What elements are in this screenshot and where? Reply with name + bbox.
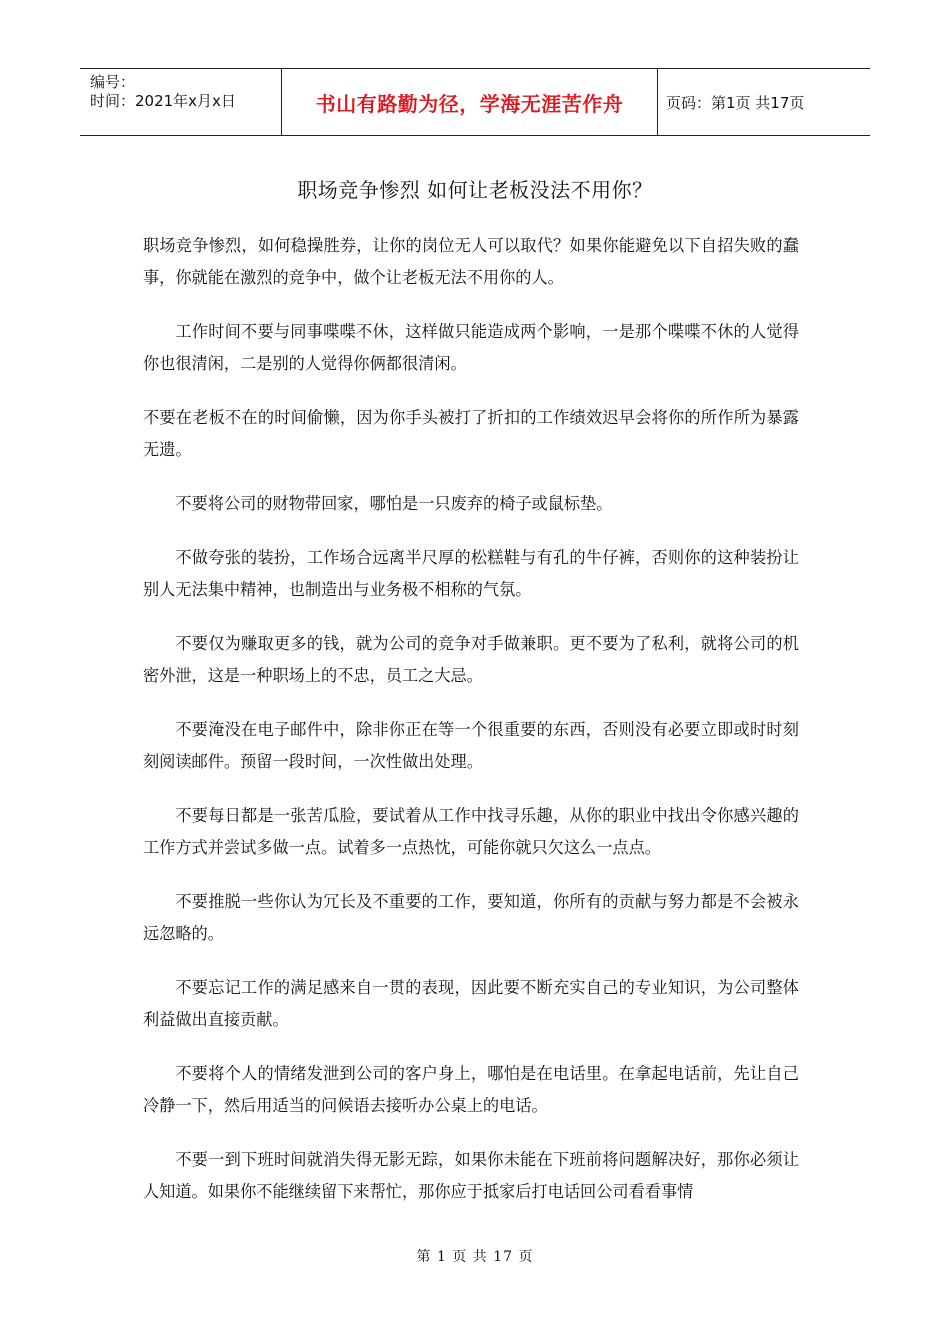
document-date-label: 时间：2021年x月x日 (90, 92, 236, 110)
paragraph: 不要将个人的情绪发泄到公司的客户身上，哪怕是在电话里。在拿起电话前，先让自己冷静一下，然后用适当的问候语去接听办公桌上的电话。 (143, 1064, 799, 1115)
paragraph: 不做夸张的装扮，工作场合远离半尺厚的松糕鞋与有孔的牛仔裤，否则你的这种装扮让别人无法集中精神，也制造出与业务极不相称的气氛。 (143, 548, 799, 599)
document-number-label: 编号： (90, 73, 136, 91)
header-table (80, 68, 870, 136)
header-meta-cell (80, 69, 282, 135)
paragraph: 不要将公司的财物带回家，哪怕是一只废弃的椅子或鼠标垫。 (175, 494, 613, 513)
document-body (143, 230, 799, 1230)
header-motto-cell (282, 69, 658, 135)
paragraph: 职场竞争惨烈，如何稳操胜券，让你的岗位无人可以取代？如果你能避免以下自招失败的蠢事，你就能在激烈的竞争中，做个让老板无法不用你的人。 (143, 236, 799, 287)
paragraph: 不要推脱一些你认为冗长及不重要的工作，要知道，你所有的贡献与努力都是不会被永远忽略的。 (143, 892, 799, 943)
paragraph: 不要仅为赚取更多的钱，就为公司的竞争对手做兼职。更不要为了私利，就将公司的机密外泄，这是一种职场上的不忠，员工之大忌。 (143, 634, 799, 685)
document-title: 职场竞争惨烈 如何让老板没法不用你？ (297, 178, 653, 202)
paragraph: 工作时间不要与同事喋喋不休，这样做只能造成两个影响，一是那个喋喋不休的人觉得你也很清闲，二是别的人觉得你俩都很清闲。 (143, 322, 799, 373)
paragraph: 不要一到下班时间就消失得无影无踪，如果你未能在下班前将问题解决好，那你必须让人知道。如果你不能继续留下来帮忙，那你应于抵家后打电话回公司看看事情 (143, 1150, 799, 1201)
header-page-code-cell (658, 69, 870, 135)
header-page-code: 页码：第1页 共17页 (666, 93, 805, 112)
page-footer: 第 1 页 共 17 页 (416, 1249, 534, 1265)
paragraph: 不要忘记工作的满足感来自一贯的表现，因此要不断充实自己的专业知识，为公司整体利益做出直接贡献。 (143, 978, 799, 1029)
paragraph: 不要每日都是一张苦瓜脸，要试着从工作中找寻乐趣，从你的职业中找出令你感兴趣的工作方式并尝试多做一点。试着多一点热忱，可能你就只欠这么一点点。 (143, 806, 799, 857)
paragraph: 不要淹没在电子邮件中，除非你正在等一个很重要的东西，否则没有必要立即或时时刻刻阅读邮件。预留一段时间，一次性做出处理。 (143, 720, 799, 771)
paragraph: 不要在老板不在的时间偷懒，因为你手头被打了折扣的工作绩效迟早会将你的所作所为暴露无遗。 (143, 408, 799, 459)
header-motto: 书山有路勤为径，学海无涯苦作舟 (315, 91, 624, 116)
